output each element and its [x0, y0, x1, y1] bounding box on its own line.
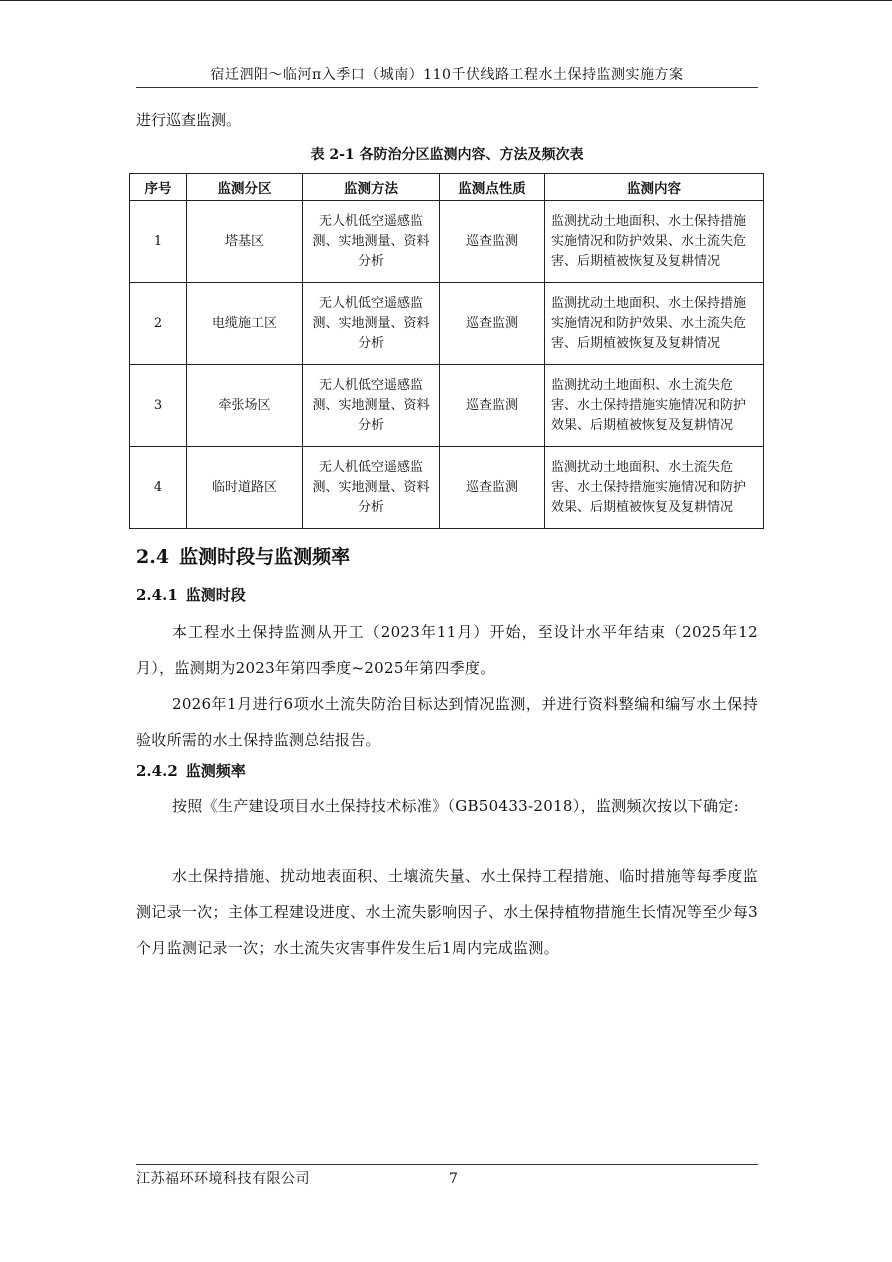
- zone-cell: 牵张场区: [187, 365, 303, 447]
- monitoring-table: [129, 173, 764, 529]
- content-cell: 监测扰动土地面积、水土流失危害、水土保持措施实施情况和防护效果、后期植被恢复及复耕情况: [545, 447, 764, 529]
- row-number: 1: [130, 201, 187, 283]
- content-cell: 监测扰动土地面积、水土保持措施实施情况和防护效果、水土流失危害、后期植被恢复及复耕情况: [545, 283, 764, 365]
- paragraph-monitoring-period: 本工程水土保持监测从开工（2023年11月）开始，至设计水平年结束（2025年12月），监测期为2023年第四季度~2025年第四季度。: [136, 623, 758, 677]
- paragraph-standard-reference: 按照《生产建设项目水土保持技术标准》（GB50433-2018），监测频次按以下确定:: [172, 797, 739, 815]
- table-row: [130, 283, 764, 365]
- header-divider: [136, 87, 758, 88]
- subsection-number: 2.4.2: [136, 762, 178, 780]
- method-cell: 无人机低空遥感监测、实地测量、资料分析: [303, 365, 440, 447]
- table-row: [130, 447, 764, 529]
- footer-divider: [136, 1164, 758, 1165]
- subsection-title: 监测时段: [185, 586, 246, 604]
- table-header-row: [130, 174, 764, 201]
- column-header: 监测分区: [187, 174, 303, 201]
- page-top-border: [0, 0, 892, 1]
- nature-cell: 巡查监测: [440, 283, 545, 365]
- method-cell: 无人机低空遥感监测、实地测量、资料分析: [303, 283, 440, 365]
- section-heading-2-4-1: [136, 584, 246, 606]
- row-number: 2: [130, 283, 187, 365]
- column-header: 监测内容: [545, 174, 764, 201]
- paragraph-frequency-details: 水土保持措施、扰动地表面积、土壤流失量、水土保持工程措施、临时措施等每季度监测记录一次；主体工程建设进度、水土流失影响因子、水土保持植物措施生长情况等至少每3个月监测记录一次；水土流失灾害事件发生后1周内完成监测。: [136, 867, 758, 957]
- section-heading-2-4-2: [136, 760, 246, 782]
- column-header: 序号: [130, 174, 187, 201]
- subsection-title: 监测频率: [185, 762, 246, 780]
- row-number: 4: [130, 447, 187, 529]
- zone-cell: 塔基区: [187, 201, 303, 283]
- nature-cell: 巡查监测: [440, 447, 545, 529]
- column-header: 监测点性质: [440, 174, 545, 201]
- content-cell: 监测扰动土地面积、水土保持措施实施情况和防护效果、水土流失危害、后期植被恢复及复耕情况: [545, 201, 764, 283]
- table-row: [130, 365, 764, 447]
- footer-company: 江苏福环环境科技有限公司: [136, 1171, 310, 1187]
- nature-cell: 巡查监测: [440, 201, 545, 283]
- zone-cell: 临时道路区: [187, 447, 303, 529]
- zone-cell: 电缆施工区: [187, 283, 303, 365]
- method-cell: 无人机低空遥感监测、实地测量、资料分析: [303, 201, 440, 283]
- content-cell: 监测扰动土地面积、水土流失危害、水土保持措施实施情况和防护效果、后期植被恢复及复耕情况: [545, 365, 764, 447]
- column-header: 监测方法: [303, 174, 440, 201]
- table-row: [130, 201, 764, 283]
- page-number: 7: [449, 1171, 458, 1187]
- row-number: 3: [130, 365, 187, 447]
- section-heading-2-4: [136, 543, 350, 571]
- table-caption: 表 2-1 各防治分区监测内容、方法及频次表: [310, 147, 584, 163]
- section-title: 监测时段与监测频率: [179, 546, 351, 568]
- paragraph-final-report: 2026年1月进行6项水土流失防治目标达到情况监测，并进行资料整编和编写水土保持验收所需的水土保持监测总结报告。: [136, 695, 758, 749]
- subsection-number: 2.4.1: [136, 586, 178, 604]
- method-cell: 无人机低空遥感监测、实地测量、资料分析: [303, 447, 440, 529]
- section-number: 2.4: [136, 546, 170, 568]
- page-header: 宿迁泗阳～临河π入季口（城南）110千伏线路工程水土保持监测实施方案: [210, 67, 684, 83]
- nature-cell: 巡查监测: [440, 365, 545, 447]
- intro-line: 进行巡查监测。: [136, 111, 242, 129]
